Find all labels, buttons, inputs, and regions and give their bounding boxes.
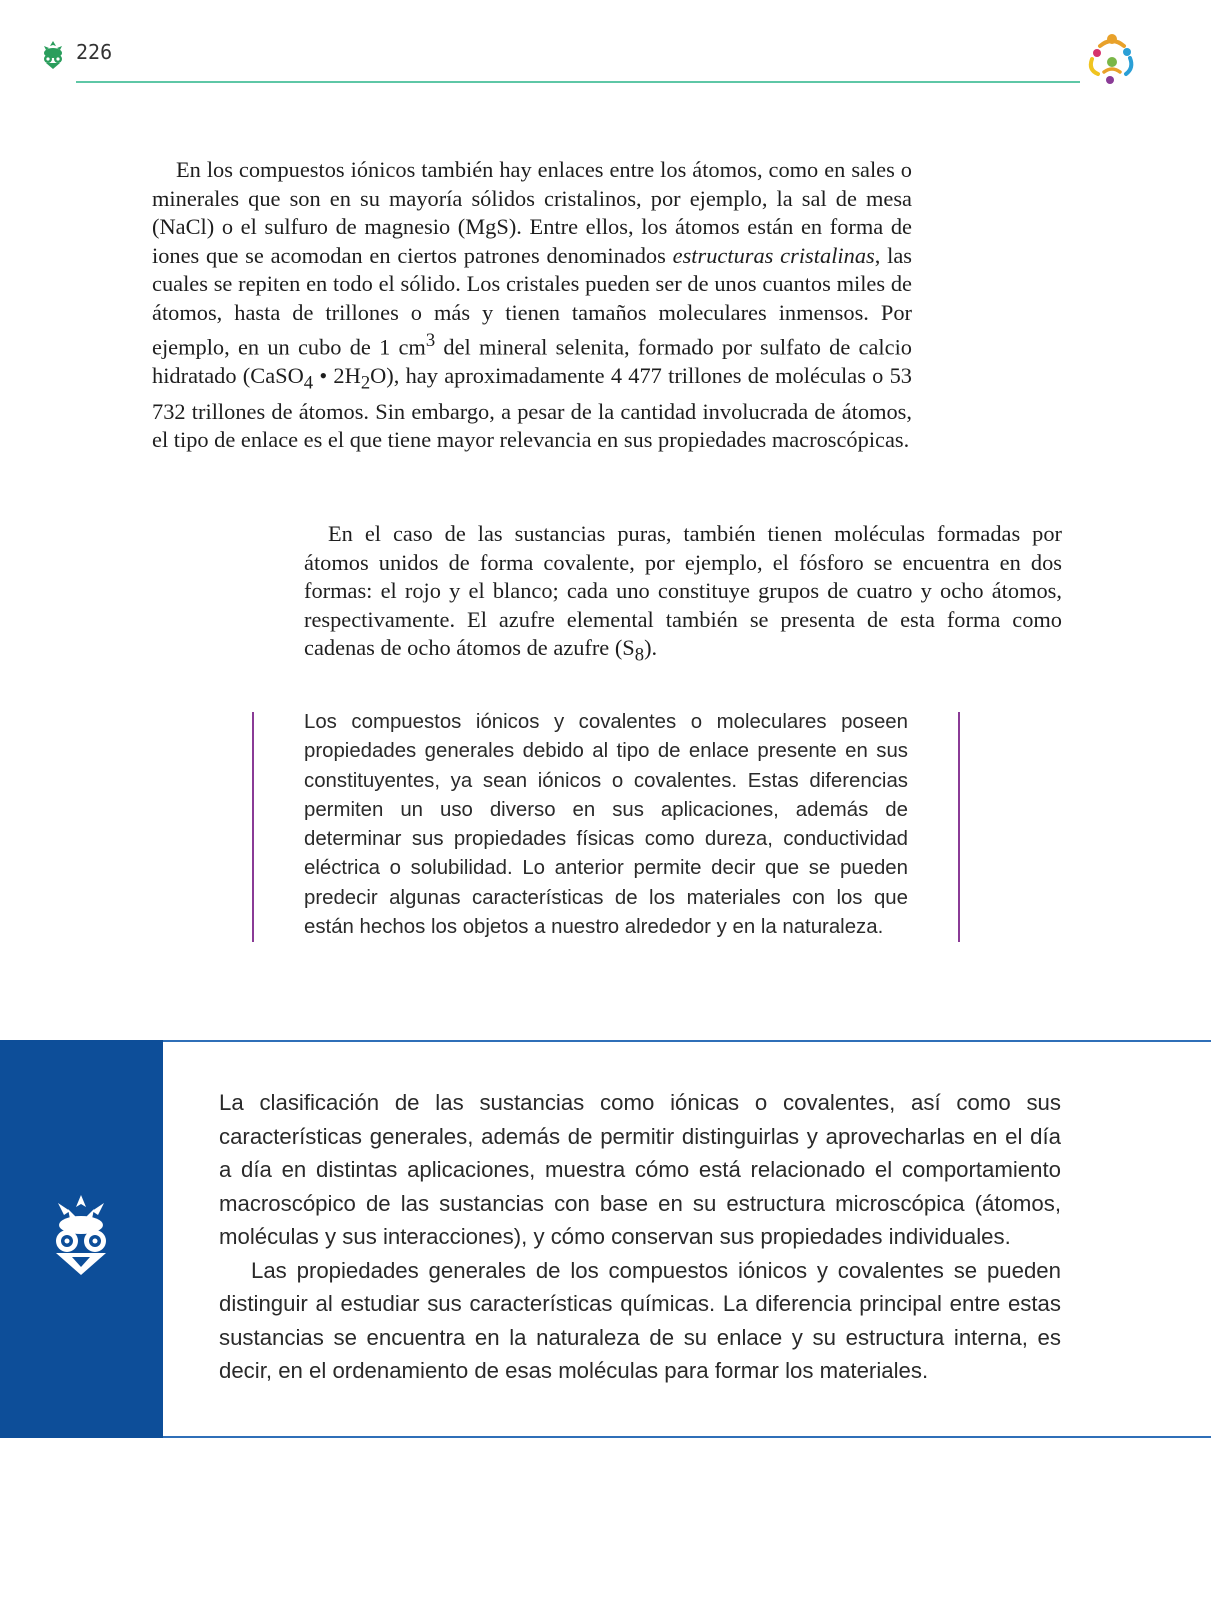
header-rule — [76, 81, 1080, 83]
callout-box — [252, 712, 962, 942]
body-paragraph-ionic: En los compuestos iónicos también hay enlaces entre los átomos, como en sales o minerales que son en su mayoría sólidos cristalinos, por ejemplo, la sal de mesa (NaCl) o el sulfuro de magnesio (MgS). Entre ellos, los átomos están en forma de iones que se acomodan en ciertos patrones denominados estructuras cristalinas, las cuales se repiten en todo el sólido. Los cristales pueden ser de unos cuantos miles de átomos, hasta de trillones o más y tienen tamaños moleculares inmensos. Por ejemplo, en un cubo de 1 $cm^3$ del mineral selenita, formado por sulfato de calcio hidratado (CaSO$_4$ • $2H_2O$), hay aproximadamente 4 477 trillones de moléculas o 53 732 trillones de átomos. Sin embargo, a pesar de la cantidad involucrada de átomos, el tipo de enlace es el que tiene mayor relevancia en sus propiedades macroscópicas. — [152, 157, 913, 453]
summary-text — [219, 1086, 1061, 1388]
italic-term: estructuras cristalinas — [672, 242, 875, 268]
summary-bottom-rule — [163, 1436, 1211, 1438]
tree-emblem-icon — [40, 40, 66, 70]
callout-right-bar — [958, 712, 960, 942]
body-paragraph-covalent: En el caso de las sustancias puras, también tienen moléculas formadas por átomos unidos de forma covalente, por ejemplo, el fósforo se encuentra en dos formas: el rojo y el blanco; cada uno constituye grupos de cuatro y ocho átomos, respectivamente. El azufre elemental también se presenta de esta forma como cadenas de ocho átomos de azufre $(S_8)$. — [304, 521, 1062, 666]
summary-box — [0, 1040, 1214, 1438]
summary-paragraph-2: Las propiedades generales de los compuestos iónicos y covalentes se pueden distinguir al estudiar sus características químicas. La diferencia principal entre estas sustancias se encuentra en la naturaleza de su enlace y su estructura interna, es decir, en el ordenamiento de esas moléculas para formar los materiales. — [219, 1257, 1061, 1383]
page-number: 226 — [76, 40, 113, 64]
callout-text: Los compuestos iónicos y covalentes o moleculares poseen propiedades generales debido al tipo de enlace presente en sus constituyentes, ya sean iónicos o covalentes. Estas diferencias permiten un uso diverso en sus aplicaciones, además de determinar sus propiedades físicas como dureza, conductividad eléctrica o solubilidad. Lo anterior permite decir que se pueden predecir algunas características de los materiales con los que están hechos los objetos a nuestro alrededor y en la naturaleza. — [304, 711, 908, 939]
page-header — [0, 0, 1214, 90]
summary-top-rule — [163, 1040, 1211, 1042]
colorful-people-logo-icon — [1084, 32, 1140, 86]
white-tree-emblem-icon — [50, 1195, 112, 1275]
callout-left-bar — [252, 712, 254, 942]
summary-paragraph-1: La clasificación de las sustancias como iónicas o covalentes, así como sus características generales, además de permitir distinguirlas y aprovecharlas en el día a día en distintas aplicaciones, muestra cómo está relacionado el comportamiento macroscópico de las sustancias con base en su estructura microscópica (átomos, moléculas y sus interacciones), y cómo conservan sus propiedades individuales. — [219, 1090, 1061, 1249]
